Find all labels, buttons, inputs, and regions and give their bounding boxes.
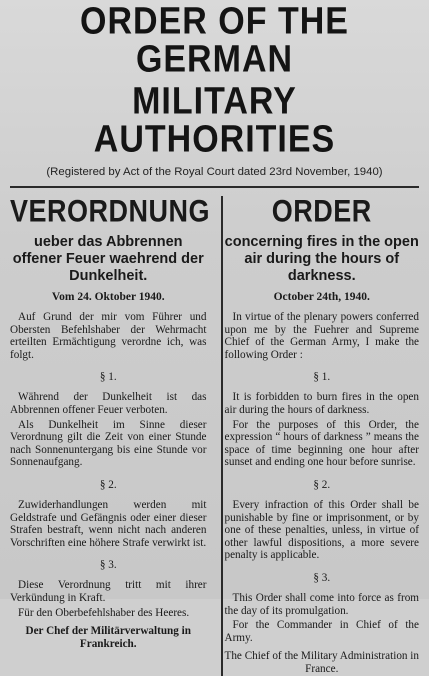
english-signature: The Chief of the Military Administration in France. — [224, 650, 420, 675]
english-section-3-para-1: This Order shall come into force as from the day of its promulgation. — [224, 591, 419, 617]
german-section-2-para-1: Zuwiderhandlungen werden mit Geldstrafe und Gefängnis oder einer dieser Strafen bestraft, wenn nicht nach anderen Vorschriften eine höhere Strafe verwirkt ist. — [10, 498, 207, 549]
german-section-1-para-2: Als Dunkelheit im Sinne dieser Verordnung gilt die Zeit von einer Stunde nach Sonnenuntergang bis eine Stunde vor Sonnenaufgang. — [10, 418, 207, 469]
german-column — [8, 188, 215, 675]
headline-line-1: ORDER OF THE GERMAN — [80, 0, 349, 81]
english-section-2-para-1: Every infraction of this Order shall be punishable by fine or imprisonment, or by one of these penalties, unless, in virtue of other lawful dispositions, a more severe penalty is applicable. — [224, 498, 419, 562]
english-column — [215, 188, 422, 675]
english-section-1-para-1: It is forbidden to burn fires in the open air during the hours of darkness. — [224, 391, 419, 416]
english-section-3-heading: § 3. — [313, 571, 331, 584]
german-section-1-para-1: Während der Dunkelheit ist das Abbrennen offener Feuer verboten. — [10, 391, 207, 416]
english-section-1-heading: § 1. — [313, 371, 331, 384]
german-section-3-para-2: Für den Oberbefehlshaber des Heeres. — [18, 606, 190, 619]
english-intro: In virtue of the plenary powers conferred upon me by the Fuehrer and Supreme Chief of the German Army, I make the following Order : — [224, 311, 419, 361]
headline-line-2: MILITARY AUTHORITIES — [93, 79, 336, 161]
german-section-2-heading: § 2. — [99, 478, 117, 491]
english-subtitle: concerning fires in the open air during the hours of darkness. — [224, 234, 419, 284]
two-column-body — [8, 188, 421, 675]
english-title: ORDER — [271, 193, 372, 229]
german-intro: Auf Grund der mir vom Führer und Obersten Befehlshaber der Wehrmacht erteilten Ermächtigung verordne ich, was folgt. — [10, 311, 207, 361]
registration-note: (Registered by Act of the Royal Court dated 23rd November, 1940) — [46, 166, 383, 178]
english-section-2-heading: § 2. — [313, 478, 331, 491]
german-title: VERORDNUNG — [10, 193, 211, 229]
column-divider — [221, 196, 223, 676]
english-section-3-para-2: For the Commander in Chief of the Army. — [224, 619, 419, 644]
german-section-3-heading: § 3. — [99, 559, 117, 572]
german-date: Vom 24. Oktober 1940. — [51, 291, 165, 303]
english-section-1-para-2: For the purposes of this Order, the expression “ hours of darkness ” means the space of time beginning one hour after sunset and ending one hour before sunrise. — [224, 418, 419, 469]
english-date: October 24th, 1940. — [273, 291, 370, 303]
german-subtitle: ueber das Abbrennen offener Feuer waehrend der Dunkelheit. — [12, 234, 204, 284]
german-section-3-para-1: Diese Verordnung tritt mit ihrer Verkündung in Kraft. — [10, 579, 207, 604]
german-signature: Der Chef der Militärverwaltung in Frankreich. — [25, 625, 191, 650]
german-section-1-heading: § 1. — [99, 371, 117, 384]
